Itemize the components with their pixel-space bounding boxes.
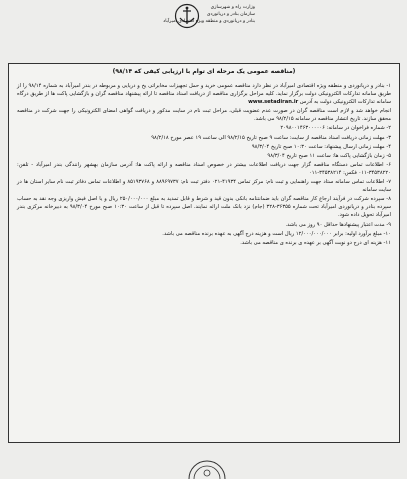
paragraph-7: ۷- اطلاعات تماس سامانه ستاد جهت راهنمایی و ثبت نام: مرکز تماس ۴۱۹۳۴-۰۲۱ دفتر ثبت نام: ۸۸۹۶۹۷۳۷ و ۸۵۱۹۳۷۶۸ و اطلاعات تماس دفاتر ثبت نام سایر استان ها در سایت سامانه <box>17 179 391 194</box>
paragraph-5: ۵- زمان بازگشایی پاکت ها: ساعت ۱۱ صبح تاریخ ۹۸/۳/۰۴ <box>267 152 391 159</box>
paragraph-4: ۴- مهلت زمانی ارسال پیشنهاد: ساعت ۱۰:۳۰ صبح تاریخ ۹۸/۳/۰۴ <box>251 143 391 150</box>
paragraph-3: ۳- مهلت زمانی دریافت اسناد مناقصه از سایت: ساعت ۹ صبح تاریخ ۹۸/۲/۱۵ الی ساعت ۱۹ عصر مورخ ۹۸/۲/۱۸ <box>151 134 391 141</box>
paragraph-6: ۶- اطلاعات تماس دستگاه مناقصه گزار جهت دریافت اطلاعات بیشتر در خصوص اسناد مناقصه و ارائه پاکت ها: آدرس سازمان بهشهر رانندگی بندر امیرآباد - تلفن: ۳۴۵۳۸۲۲۰-۰۱۱ فکس: ۳۴۵۳۸۲۱۴-۰۱۱ <box>17 161 391 176</box>
paragraph-1 <box>17 82 391 106</box>
paragraph-11: ۱۱- هزینه ای درج دو نوبت آگهی بر عهده ی برنده ی مناقصه می باشد. <box>240 239 391 246</box>
header-block <box>135 4 255 25</box>
notice-title: (مناقصه عمومی یک مرحله ای توام با ارزیابی کیفی که ۹۸/۱۴) <box>112 68 296 75</box>
ministry-name: وزارت راه و شهرسازی <box>210 5 255 10</box>
stamp-seal-icon <box>187 454 227 479</box>
site-link[interactable]: www.setadiran.ir <box>248 99 299 106</box>
paragraph-2: ۲- شماره فراخوان در سامانه: ۲۰۹۸۰۰۱۴۶۳۰۰۰۰۰۶ <box>280 125 391 132</box>
paragraph-8: ۸- سپرده شرکت در فرآیند ارجاع کار مناقصه گران باید ضمانتنامه بانکی بدون قید و شرط و قابل تمدید به مبلغ ۲۵۰/۰۰۰/۰۰۰ ریال و یا اصل فیش واریزی وجه نقد به حساب سپرده بنادر و دریانوردی امیرآباد تحت شماره ۳۶۳۵۵-۳۲۸ (جام) نزد بانک ملت ارائه نمایند. اصل سپرده تا قبل از ساعت ۱۰:۳۰ صبح مورخ ۹۸/۳/۰۴ به دبیرخانه مرکزی بندر امیرآباد تحویل داده شود. <box>17 196 391 219</box>
notice-body <box>17 82 391 248</box>
paragraph-10: ۱۰- مبلغ برآورد اولیه: برابر ۱۲/۰۰۰/۰۰۰/۰۰۰ ریال است و هزینه درج آگهی به عهده برنده مناقصه می باشد. <box>162 230 391 237</box>
notice-frame <box>8 63 400 443</box>
paragraph-9: ۹- مدت اعتبار پیشنهادها حداقل ۹۰ روز می باشد. <box>285 221 391 228</box>
organization-name: سازمان بنادر و دریانوردی <box>206 12 255 17</box>
paragraph-1-text: ۱- بنادر و دریانوردی و منطقه ویژه اقتصادی امیرآباد در نظر دارد مناقصه عمومی خرید و حمل تجهیزات مخابراتی یخ و دریایی و مربوطه در بندر امیرآباد به شماره ۹۸/۱۴ را از طریق سامانه تدارکات الکترونیکی دولت برگزار نماید. کلیه مراحل برگزاری مناقصه از دریافت اسناد مناقصه تا ارائه پیشنهاد مناقصه گران و بازگشایی پاکت ها از طریق درگاه سامانه تدارکات الکترونیکی دولت به آدرس <box>17 83 391 106</box>
paragraph-1b: انجام خواهد شد و لازم است مناقصه گران در صورت عدم عضویت قبلی، مراحل ثبت نام در سایت مذکور و دریافت گواهی امضای الکترونیکی را جهت شرکت در مناقصه محقق سازند. تاریخ انتشار مناقصه در سامانه ۹۸/۲/۱۵ می باشد. <box>17 108 391 123</box>
office-name: بنادر و دریانوردی و منطقه ویژه اقتصادی امیرآباد <box>163 19 255 24</box>
